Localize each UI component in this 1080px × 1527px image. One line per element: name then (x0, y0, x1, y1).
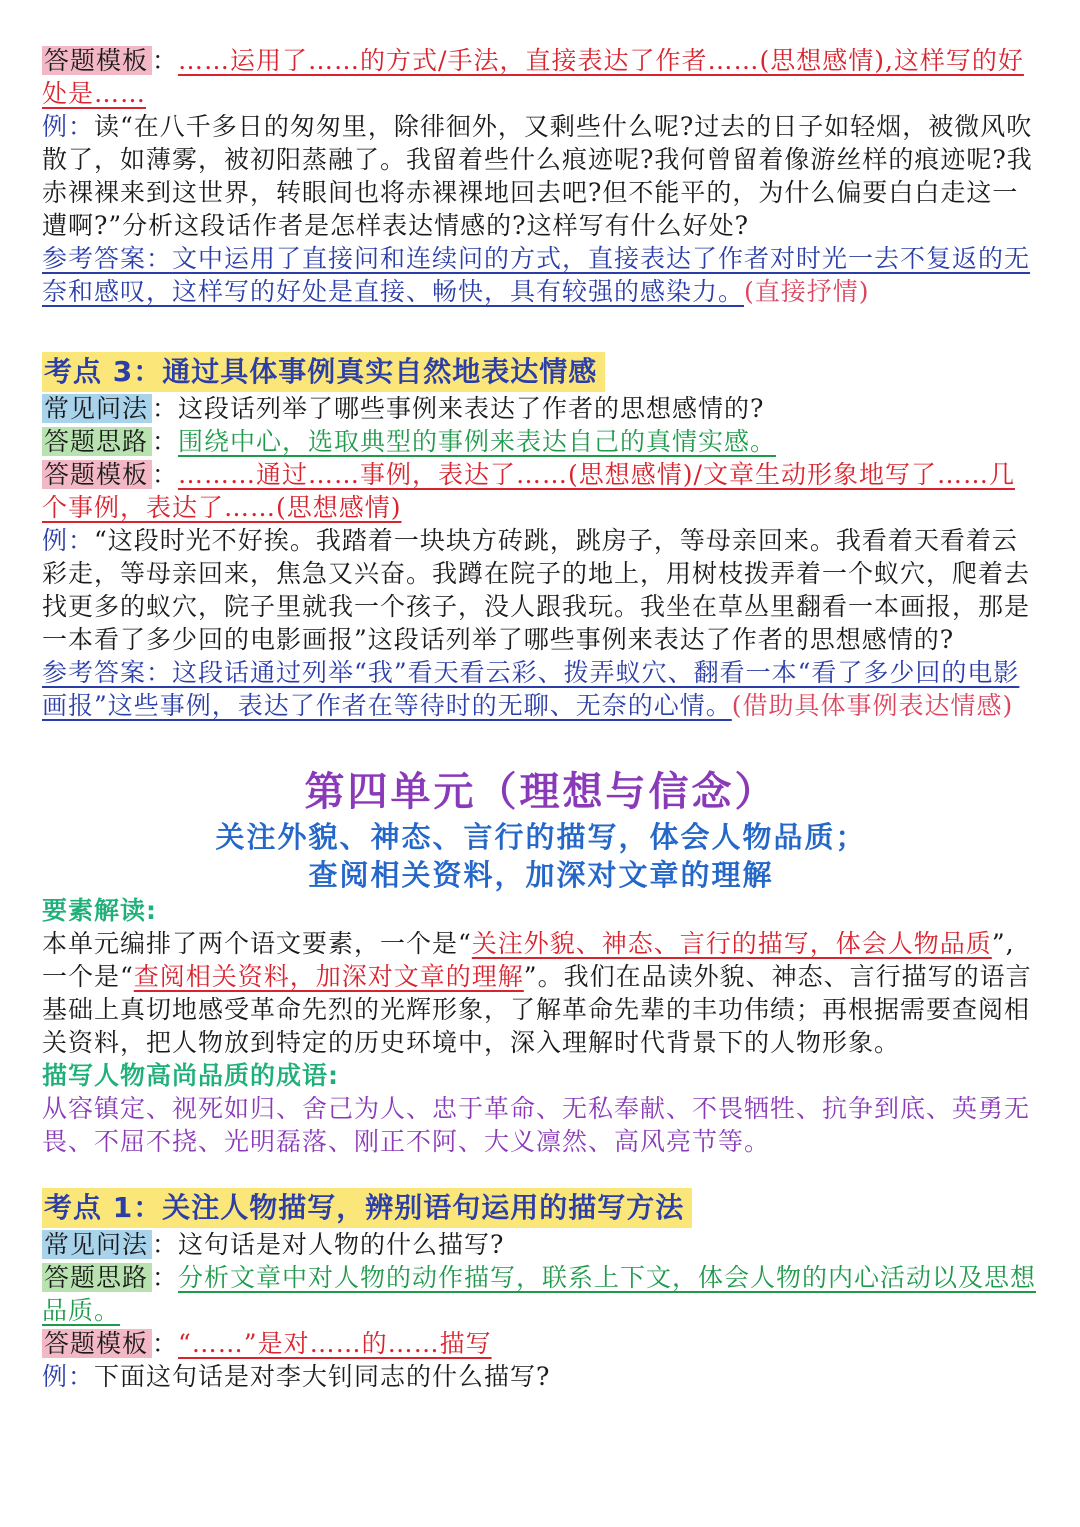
kp1-example-label: 例 (42, 1362, 69, 1391)
kp3-answer-text: 这段话通过列举“我”看天看云彩、拨弄蚁穴、翻看一本“看了多少回的电影画报”这些事例，表达了作者在等待时的无聊、无奈的心情。 (42, 658, 1020, 720)
kp3-example-text: “这段时光不好挨。我踏着一块块方砖跳，跳房子，等母亲回来。我看着天看着云彩走，等母亲回来，焦急又兴奋。我蹲在院子的地上，用树枝拨弄着一个蚁穴，爬着去找更多的蚁穴，院子里就我一个孩子，没人跟我玩。我坐在草丛里翻看一本画报，那是一本看了多少回的电影画报”这段话列举了哪些事例来表达了作者的思想感情的? (42, 526, 1031, 654)
kp3-idea-label: 答题思路 (42, 427, 152, 456)
example-label: 例 (42, 112, 69, 141)
kp1-idea-label: 答题思路 (42, 1263, 152, 1292)
kp3-idea-text: 围绕中心，选取典型的事例来表达自己的真情实感。 (178, 427, 777, 456)
kp3-answer-block: 参考答案：这段话通过列举“我”看天看云彩、拨弄蚁穴、翻看一本“看了多少回的电影画报”这些事例，表达了作者在等待时的无聊、无奈的心情。(借助具体事例表达情感) (42, 658, 1020, 720)
kp1-heading: 考点 1：关注人物描写，辨别语句运用的描写方法 (42, 1188, 1040, 1228)
kp3-template-block: 答题模板 ：………通过……事例，表达了……(思想感情)/文章生动形象地写了……几个事例，表达了……(思想感情) (42, 460, 1015, 522)
kp3-example-block: 例：“这段时光不好挨。我踏着一块块方砖跳，跳房子，等母亲回来。我看着天看着云彩走，等母亲回来，焦急又兴奋。我蹲在院子的地上，用树枝拨弄着一个蚁穴，爬着去找更多的蚁穴，院子里就我一个孩子，没人跟我玩。我坐在草丛里翻看一本画报，那是一本看了多少回的电影画报”这段话列举了哪些事例来表达了作者的思想感情的? (42, 526, 1031, 654)
kp3-idea-block: 答题思路 ：围绕中心，选取典型的事例来表达自己的真情实感。 (44, 427, 777, 456)
kp3-answer-note: (借助具体事例表达情感) (731, 691, 1014, 720)
elements-paragraph: 本单元编排了两个语文要素，一个是“关注外貌、神态、言行的描写，体会人物品质”,一个是“查阅相关资料，加深对文章的理解”。我们在品读外貌、神态、言行描写的语言基础上真切地感受革命先烈的光辉形象，了解革命先辈的丰功伟绩；再根据需要查阅相关资料，把人物放到特定的历史环境中，深入理解时代背景下的人物形象。 (42, 929, 1032, 1057)
kp3-template-text: ………通过……事例，表达了……(思想感情)/文章生动形象地写了……几个事例，表达了……(思想感情) (42, 460, 1015, 522)
reference-answer-label: 参考答案 (42, 244, 147, 273)
idioms-text: 从容镇定、视死如归、舍己为人、忠于革命、无私奉献、不畏牺牲、抗争到底、英勇无畏、不屈不挠、光明磊落、刚正不阿、大义凛然、高风亮节等。 (42, 1094, 1031, 1156)
kp1-idea-text: 分析文章中对人物的动作描写，联系上下文，体会人物的内心活动以及思想品质。 (42, 1263, 1037, 1325)
kp3-template-label: 答题模板 (42, 460, 152, 489)
kp1-question-block: 常见问法 ：这句话是对人物的什么描写? (44, 1230, 505, 1259)
unit-subtitle-2: 查阅相关资料，加深对文章的理解 (308, 858, 774, 892)
kp3-question-label: 常见问法 (42, 394, 152, 423)
idioms-label: 描写人物高尚品质的成语: (42, 1061, 339, 1090)
reference-answer-block: 参考答案：文中运用了直接问和连续问的方式，直接表达了作者对时光一去不复返的无奈和感叹，这样写的好处是直接、畅快，具有较强的感染力。(直接抒情) (42, 244, 1031, 306)
reference-answer-note: (直接抒情) (744, 277, 870, 306)
kp1-template-label: 答题模板 (42, 1329, 152, 1358)
answer-template-text: ……运用了……的方式/手法，直接表达了作者……(思想感情),这样写的好处是…… (42, 46, 1024, 108)
example-block: 例：读“在八千多日的匆匆里，除徘徊外，又剩些什么呢?过去的日子如轻烟，被微风吹散了，如薄雾，被初阳蒸融了。我留着些什么痕迹呢?我何曾留着像游丝样的痕迹呢?我赤裸裸来到这世界，转眼间也将赤裸裸地回去吧?但不能平的，为什么偏要白白走这一遭啊?”分析这段话作者是怎样表达情感的?这样写有什么好处? (42, 112, 1033, 240)
kp1-template-block: 答题模板 ：“……”是对……的……描写 (44, 1329, 492, 1358)
kp1-question-label: 常见问法 (42, 1230, 152, 1259)
unit-title: 第四单元（理想与信念） (304, 769, 778, 815)
kp3-question-block: 常见问法 ：这段话列举了哪些事例来表达了作者的思想感情的? (44, 394, 765, 423)
kp1-example-block: 例：下面这句话是对李大钊同志的什么描写? (42, 1362, 551, 1391)
kp3-heading: 考点 3：通过具体事例真实自然地表达情感 (42, 352, 1040, 392)
element-quote-1: 关注外貌、神态、言行的描写，体会人物品质 (471, 929, 992, 958)
kp1-template-text: “……”是对……的……描写 (178, 1329, 492, 1358)
kp3-question-text: 这段话列举了哪些事例来表达了作者的思想感情的? (178, 394, 765, 423)
kp1-question-text: 这句话是对人物的什么描写? (178, 1230, 505, 1259)
reference-answer-text: 文中运用了直接问和连续问的方式，直接表达了作者对时光一去不复返的无奈和感叹，这样写的好处是直接、畅快，具有较强的感染力。 (42, 244, 1031, 306)
kp1-idea-block: 答题思路 ：分析文章中对人物的动作描写，联系上下文，体会人物的内心活动以及思想品质。 (42, 1263, 1037, 1325)
element-quote-2: 查阅相关资料，加深对文章的理解 (133, 962, 524, 991)
kp1-example-text: 下面这句话是对李大钊同志的什么描写? (94, 1362, 551, 1391)
example-text: 读“在八千多日的匆匆里，除徘徊外，又剩些什么呢?过去的日子如轻烟，被微风吹散了，如薄雾，被初阳蒸融了。我留着些什么痕迹呢?我何曾留着像游丝样的痕迹呢?我赤裸裸来到这世界，转眼间也将赤裸裸地回去吧?但不能平的，为什么偏要白白走这一遭啊?”分析这段话作者是怎样表达情感的?这样写有什么好处? (42, 112, 1033, 240)
unit-subtitle-1: 关注外貌、神态、言行的描写，体会人物品质； (215, 820, 867, 854)
answer-template-block: 答题模板 ：……运用了……的方式/手法，直接表达了作者……(思想感情),这样写的好处是…… (42, 46, 1024, 108)
kp3-answer-label: 参考答案 (42, 658, 147, 687)
elements-label: 要素解读: (42, 896, 157, 925)
answer-template-label: 答题模板 (42, 46, 152, 75)
kp3-example-label: 例 (42, 526, 69, 555)
